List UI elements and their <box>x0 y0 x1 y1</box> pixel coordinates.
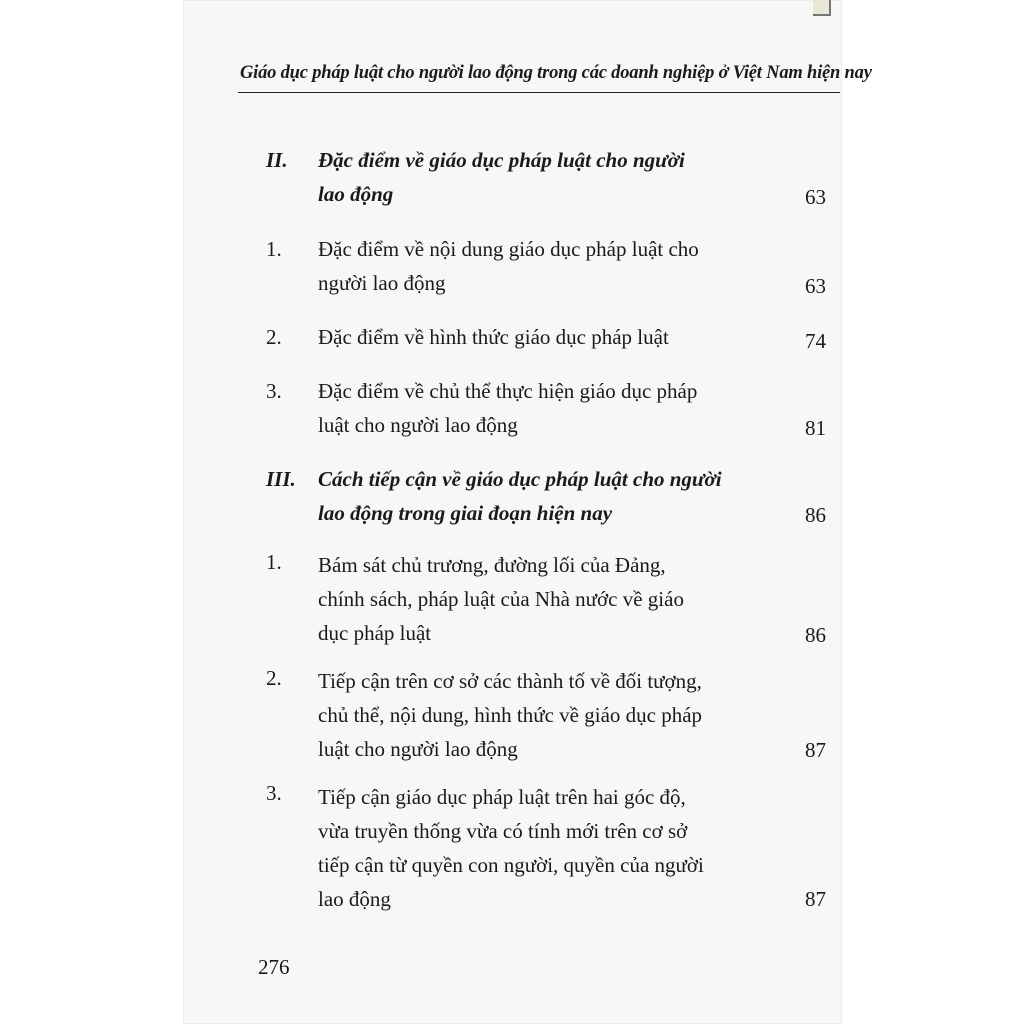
page-corner-mark <box>813 0 831 16</box>
toc-entry-page: 74 <box>805 329 826 353</box>
toc-entry-title: Tiếp cận giáo dục pháp luật trên hai góc độ, vừa truyền thống vừa có tính mới trên cơ sở tiếp cận từ quyền con người, quyền của người lao động <box>318 785 704 911</box>
toc-entry-title: Cách tiếp cận về giáo dục pháp luật cho người lao động trong giai đoạn hiện nay <box>318 467 722 525</box>
toc-entry-title: Đặc điểm về nội dung giáo dục pháp luật cho người lao động <box>318 237 699 295</box>
toc-entry-page: 81 <box>805 416 826 440</box>
toc-entry-page: 86 <box>805 503 826 527</box>
toc-entry-number: 2. <box>266 325 282 349</box>
toc-entry-title: Đặc điểm về giáo dục pháp luật cho người lao động <box>318 148 685 206</box>
toc-entry-title: Đặc điểm về hình thức giáo dục pháp luật <box>318 325 669 349</box>
toc-entry-title: Đặc điểm về chủ thể thực hiện giáo dục pháp luật cho người lao động <box>318 379 698 437</box>
toc-entry-page: 63 <box>805 185 826 209</box>
toc-entry-number: 1. <box>266 550 282 574</box>
running-header: Giáo dục pháp luật cho người lao động trong các doanh nghiệp ở Việt Nam hiện nay <box>240 63 872 83</box>
toc-entry-page: 87 <box>805 887 826 911</box>
toc-entry-number: 1. <box>266 237 282 261</box>
toc-entry-page: 86 <box>805 623 826 647</box>
toc-entry-number: III. <box>266 467 296 491</box>
toc-entry-number: 2. <box>266 666 282 690</box>
page-number: 276 <box>258 955 290 979</box>
toc-entry-number: 3. <box>266 781 282 805</box>
toc-entry-title: Tiếp cận trên cơ sở các thành tố về đối tượng, chủ thể, nội dung, hình thức về giáo dục pháp luật cho người lao động <box>318 669 703 761</box>
toc-entry-page: 63 <box>805 274 826 298</box>
toc-entry-title: Bám sát chủ trương, đường lối của Đảng, chính sách, pháp luật của Nhà nước về giáo dục pháp luật <box>318 553 684 645</box>
toc-entry-number: 3. <box>266 379 282 403</box>
header-rule <box>238 92 840 93</box>
toc-entry-page: 87 <box>805 738 826 762</box>
toc-entry-number: II. <box>266 148 288 172</box>
